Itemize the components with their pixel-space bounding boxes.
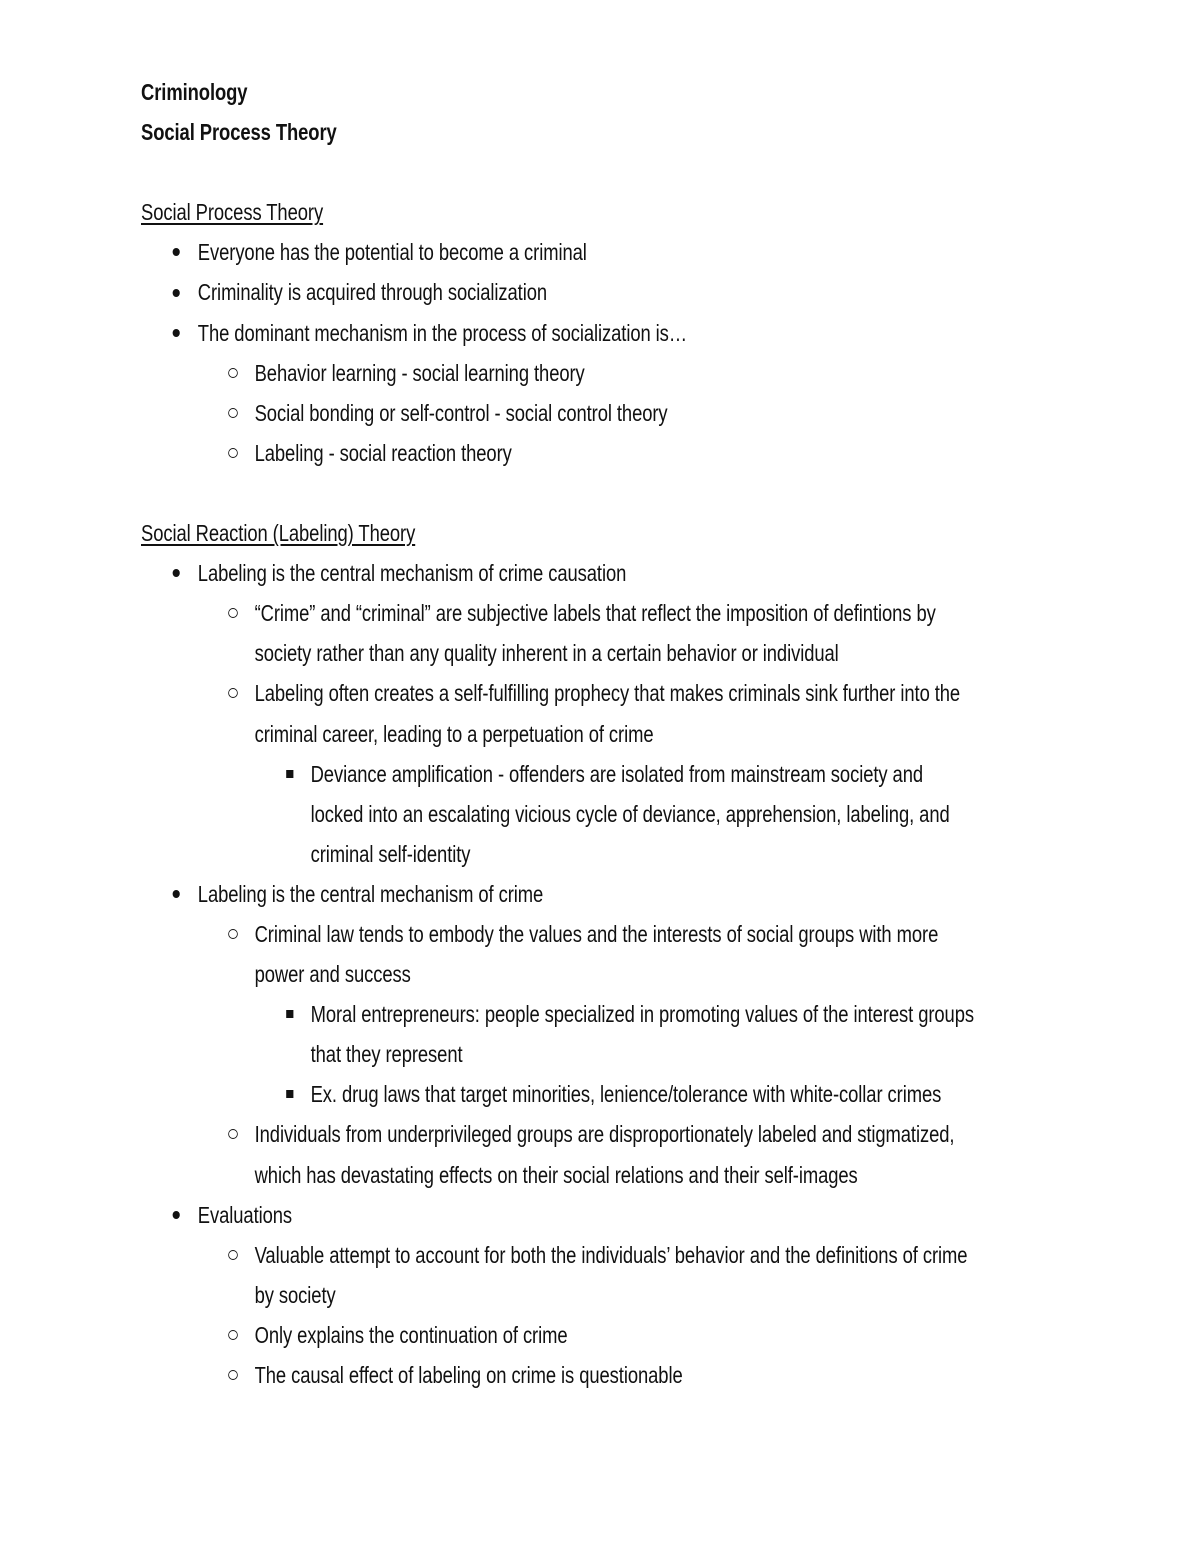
spacer [141, 473, 1071, 513]
list-item [141, 353, 885, 393]
list-item-text: that they represent [310, 1041, 463, 1068]
section-heading: Social Process Theory [141, 199, 324, 226]
bullet-circle-icon [228, 1370, 238, 1380]
list-item [141, 1114, 955, 1154]
list-item-text: Social bonding or self-control - social control theory [254, 399, 668, 426]
list-item-text: Behavior learning - social learning theory [254, 359, 585, 386]
bullet-disc-icon [173, 329, 180, 337]
list-item-continuation [141, 633, 885, 673]
list-item [141, 994, 974, 1034]
list-item-text: locked into an escalating vicious cycle of deviance, apprehension, labeling, and [310, 800, 950, 827]
bullet-circle-icon [228, 408, 238, 418]
list-item-text: which has devastating effects on their social relations and their self-images [254, 1161, 858, 1188]
list-item-text: Labeling is the central mechanism of crime causation [197, 560, 627, 587]
list-item-continuation [141, 1155, 885, 1195]
list-item-continuation [141, 1034, 885, 1074]
list-item-text: Moral entrepreneurs: people specialized in promoting values of the interest groups [310, 1001, 974, 1028]
document-title: Criminology [141, 79, 248, 105]
list-item-text: Only explains the continuation of crime [254, 1321, 568, 1348]
spacer [141, 152, 1071, 192]
list-item-text: Labeling is the central mechanism of crime [197, 880, 544, 907]
bullet-square-icon [286, 1010, 293, 1018]
list-item-continuation [141, 834, 885, 874]
list-item-text: Labeling often creates a self-fulfilling prophecy that makes criminals sink further into the [254, 680, 961, 707]
list-item-text: The dominant mechanism in the process of socialization is… [197, 319, 688, 346]
list-item-text: society rather than any quality inherent in a certain behavior or individual [254, 640, 839, 667]
bullet-circle-icon [228, 448, 238, 458]
bullet-circle-icon [228, 608, 238, 618]
list-item [141, 232, 885, 272]
list-item [141, 1195, 885, 1235]
list-item-text: Individuals from underprivileged groups are disproportionately labeled and stigmatized, [254, 1121, 955, 1148]
bullet-disc-icon [173, 1211, 180, 1219]
bullet-disc-icon [173, 248, 180, 256]
list-item [141, 1074, 942, 1114]
bullet-disc-icon [173, 289, 180, 297]
bullet-circle-icon [228, 1129, 238, 1139]
list-item [141, 874, 885, 914]
bullet-circle-icon [228, 368, 238, 378]
bullet-square-icon [286, 770, 293, 778]
bullet-circle-icon [228, 929, 238, 939]
bullet-circle-icon [228, 688, 238, 698]
list-item-text: criminal career, leading to a perpetuation of crime [254, 720, 654, 747]
bullet-square-icon [286, 1090, 293, 1098]
list-item [141, 393, 885, 433]
document-body [141, 72, 1071, 1395]
bullet-circle-icon [228, 1330, 238, 1340]
list-item [141, 754, 924, 794]
bullet-circle-icon [228, 1250, 238, 1260]
list-item-text: Ex. drug laws that target minorities, lenience/tolerance with white-collar crimes [310, 1081, 942, 1108]
list-item-text: The causal effect of labeling on crime is questionable [254, 1362, 683, 1388]
list-item [141, 272, 885, 312]
list-item-text: Deviance amplification - offenders are isolated from mainstream society and [310, 760, 924, 787]
list-item-text: Evaluations [197, 1201, 293, 1228]
bullet-disc-icon [173, 890, 180, 898]
list-item [141, 433, 885, 473]
list-item-text: criminal self-identity [310, 840, 471, 867]
list-item [141, 553, 885, 593]
list-item-text: Valuable attempt to account for both the individuals’ behavior and the definitions of crime [254, 1241, 968, 1268]
notes-content [141, 192, 1071, 1395]
list-item [141, 313, 885, 353]
list-item-text: Criminality is acquired through socialization [197, 279, 548, 306]
bullet-disc-icon [173, 569, 180, 577]
list-item [141, 1315, 885, 1355]
document-subtitle: Social Process Theory [141, 119, 337, 146]
list-item-continuation [141, 794, 950, 834]
list-item-text: “Crime” and “criminal” are subjective labels that reflect the imposition of defintions by [254, 600, 936, 627]
list-item-continuation [141, 954, 885, 994]
list-item-continuation [141, 1275, 885, 1315]
list-item [141, 1355, 885, 1395]
section-heading: Social Reaction (Labeling) Theory [141, 520, 416, 547]
list-item-text: Everyone has the potential to become a criminal [197, 239, 587, 266]
list-item-text: Labeling - social reaction theory [254, 439, 512, 466]
list-item-text: Criminal law tends to embody the values and the interests of social groups with more [254, 920, 939, 947]
list-item-text: power and success [254, 961, 411, 988]
list-item [141, 673, 961, 713]
list-item [141, 914, 939, 954]
list-item [141, 593, 936, 633]
list-item [141, 1235, 968, 1275]
list-item-continuation [141, 714, 885, 754]
list-item-text: by society [254, 1281, 336, 1308]
